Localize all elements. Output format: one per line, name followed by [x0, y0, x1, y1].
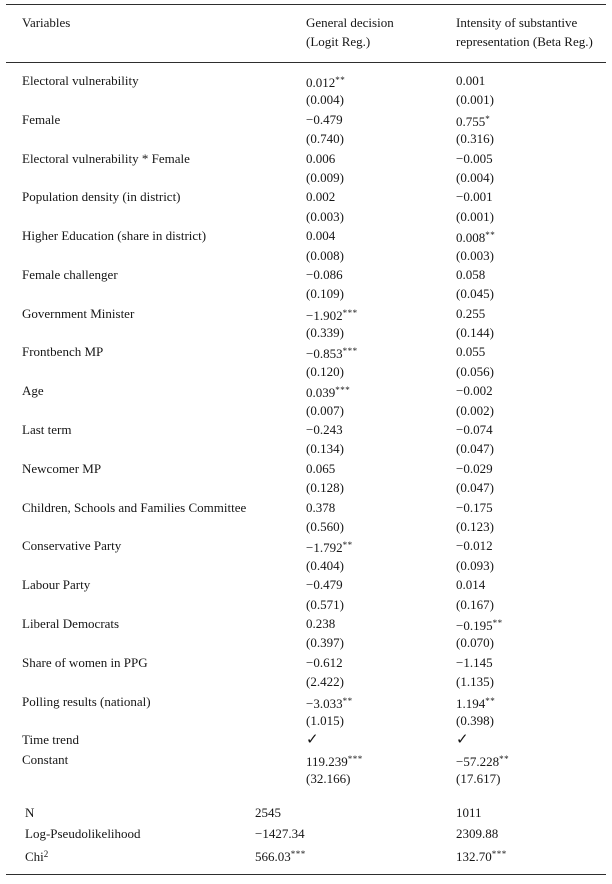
- variable-label: Newcomer MP: [22, 460, 102, 476]
- coefficient-value: −0.029: [456, 460, 493, 476]
- standard-error-line: [6, 517, 606, 536]
- table-row: [6, 459, 606, 498]
- variable-label: Children, Schools and Families Committee: [22, 499, 247, 515]
- coefficient-line: [6, 730, 606, 749]
- table-row: [6, 420, 606, 459]
- stat-value: 132.70***: [456, 849, 507, 865]
- variable-label: Conservative Party: [22, 538, 122, 554]
- table-row: [6, 110, 606, 149]
- coefficient-line: [6, 536, 606, 555]
- coefficient-line: [6, 614, 606, 633]
- table-row: [6, 187, 606, 226]
- significance-stars: **: [342, 695, 353, 706]
- standard-error: (0.001): [456, 208, 494, 224]
- coefficient-line: [6, 653, 606, 672]
- standard-error: (0.003): [306, 208, 344, 224]
- standard-error-line: [6, 246, 606, 265]
- stat-value: −1427.34: [255, 826, 305, 842]
- coefficient-value: 1.194**: [456, 695, 496, 711]
- standard-error: (0.003): [456, 247, 494, 263]
- empty-cell: [6, 168, 306, 187]
- coefficient-line: [6, 575, 606, 594]
- stat-label: Log-Pseudolikelihood: [25, 826, 141, 842]
- empty-cell: [6, 478, 306, 497]
- stat-row: [6, 844, 606, 865]
- coefficient-value: 0.378: [306, 499, 336, 515]
- coefficient-value: −3.033**: [306, 695, 353, 711]
- standard-error: (0.001): [456, 92, 494, 108]
- significance-stars: ***: [342, 307, 358, 318]
- standard-error: (0.167): [456, 596, 494, 612]
- empty-cell: [6, 246, 306, 265]
- standard-error: (0.070): [456, 635, 494, 651]
- empty-cell: [6, 672, 306, 691]
- table-row: [6, 226, 606, 265]
- coefficient-value: −0.853***: [306, 346, 358, 362]
- check-cell: [456, 730, 606, 749]
- significance-stars: **: [342, 540, 353, 551]
- stat-label: Chi$^2$: [25, 849, 49, 865]
- standard-error-line: [6, 711, 606, 730]
- standard-error: (0.560): [306, 518, 344, 534]
- table-body: [6, 63, 606, 788]
- standard-error: (0.144): [456, 325, 494, 341]
- table-row: [6, 342, 606, 381]
- standard-error: (17.617): [456, 771, 501, 787]
- coefficient-value: 0.065: [306, 460, 336, 476]
- empty-cell: [6, 439, 306, 458]
- significance-stars: **: [492, 617, 503, 628]
- table-row: [6, 381, 606, 420]
- significance-stars: ***: [491, 849, 507, 860]
- variable-label: Polling results (national): [22, 693, 151, 709]
- coefficient-value: 0.002: [306, 189, 336, 205]
- coefficient-value: 0.238: [306, 615, 336, 631]
- standard-error: (0.134): [306, 441, 344, 457]
- empty-cell: [6, 556, 306, 575]
- coefficient-value: −1.902***: [306, 307, 358, 323]
- coefficient-value: −0.074: [456, 422, 493, 438]
- coefficient-value: 0.001: [456, 73, 486, 88]
- coefficient-line: [6, 381, 606, 400]
- table-row: [6, 304, 606, 343]
- variable-label: Frontbench MP: [22, 344, 104, 360]
- coefficient-value: −1.145: [456, 654, 493, 670]
- standard-error: (0.128): [306, 480, 344, 496]
- standard-error-line: [6, 90, 606, 109]
- standard-error: (1.135): [456, 674, 494, 690]
- stat-label: N: [25, 805, 35, 821]
- header-variables: Variables: [22, 15, 71, 30]
- variable-label: Constant: [22, 751, 69, 767]
- standard-error-line: [6, 207, 606, 226]
- empty-cell: [6, 90, 306, 109]
- variable-label: Population density (in district): [22, 189, 181, 205]
- superscript: 2: [43, 849, 49, 860]
- standard-error: (0.047): [456, 441, 494, 457]
- table-row: [6, 575, 606, 614]
- coefficient-value: −0.175: [456, 499, 493, 515]
- variable-label: Liberal Democrats: [22, 615, 120, 631]
- stat-row: [6, 823, 606, 844]
- empty-cell: [6, 769, 306, 788]
- significance-stars: ***: [342, 346, 358, 357]
- coefficient-value: −0.001: [456, 189, 493, 205]
- standard-error-line: [6, 439, 606, 458]
- standard-error-line: [6, 284, 606, 303]
- coefficient-line: [6, 304, 606, 323]
- header-intensity: [456, 13, 606, 51]
- significance-stars: **: [485, 230, 496, 241]
- empty-cell: [6, 401, 306, 420]
- table-header: [6, 5, 606, 62]
- significance-stars: ***: [290, 849, 306, 860]
- coefficient-line: [6, 71, 606, 90]
- empty-cell: [6, 323, 306, 342]
- coefficient-line: [6, 226, 606, 245]
- significance-stars: **: [335, 75, 346, 85]
- coefficient-line: [6, 149, 606, 168]
- standard-error: (0.056): [456, 363, 494, 379]
- table-stats: [6, 802, 606, 865]
- standard-error-line: [6, 769, 606, 788]
- standard-error-line: [6, 323, 606, 342]
- coefficient-value: −0.479: [306, 111, 343, 127]
- coefficient-line: [6, 498, 606, 517]
- check-icon: ✓: [306, 732, 319, 749]
- check-icon: ✓: [456, 732, 469, 749]
- significance-stars: ***: [347, 753, 363, 764]
- standard-error: (0.109): [306, 286, 344, 302]
- empty-cell: [6, 129, 306, 148]
- standard-error: (0.008): [306, 247, 344, 263]
- variable-label: Labour Party: [22, 577, 91, 593]
- table-row: [6, 730, 606, 749]
- coefficient-line: [6, 459, 606, 478]
- table-row: [6, 498, 606, 537]
- header-line: Intensity of substantive: [456, 15, 578, 30]
- variable-label: Higher Education (share in district): [22, 228, 207, 244]
- table-row: [6, 149, 606, 188]
- standard-error-line: [6, 168, 606, 187]
- table-row: [6, 692, 606, 731]
- variable-label: Share of women in PPG: [22, 654, 148, 670]
- coefficient-line: [6, 420, 606, 439]
- stat-value: 1011: [456, 805, 482, 821]
- stat-row: [6, 802, 606, 823]
- regression-table: [6, 0, 606, 875]
- coefficient-value: −0.612: [306, 654, 343, 670]
- stat-value: 2545: [255, 805, 281, 821]
- coefficient-value: −0.005: [456, 150, 493, 166]
- table-row: [6, 265, 606, 304]
- standard-error: (0.002): [456, 402, 494, 418]
- standard-error: (0.009): [306, 169, 344, 185]
- table-row: [6, 750, 606, 789]
- standard-error-line: [6, 633, 606, 652]
- standard-error: (0.404): [306, 557, 344, 573]
- variable-label: Female: [22, 111, 61, 127]
- header-line: General decision: [306, 15, 394, 30]
- coefficient-value: 0.014: [456, 577, 486, 593]
- coefficient-value: −0.479: [306, 577, 343, 593]
- significance-stars: ***: [335, 385, 351, 396]
- standard-error: (32.166): [306, 771, 351, 787]
- coefficient-value: 0.004: [306, 228, 336, 244]
- standard-error: (0.123): [456, 518, 494, 534]
- table-bottom-rule: [6, 874, 606, 875]
- standard-error-line: [6, 595, 606, 614]
- standard-error: (0.571): [306, 596, 344, 612]
- standard-error-line: [6, 556, 606, 575]
- coefficient-value: 0.255: [456, 305, 486, 321]
- coefficient-value: −57.228**: [456, 753, 510, 769]
- header-line: (Logit Reg.): [306, 34, 371, 49]
- significance-stars: *: [485, 113, 491, 124]
- header-general-decision: [306, 13, 456, 51]
- coefficient-value: 0.058: [456, 266, 486, 282]
- coefficient-line: [6, 265, 606, 284]
- standard-error-line: [6, 672, 606, 691]
- standard-error: (0.316): [456, 131, 494, 147]
- standard-error: (2.422): [306, 674, 344, 690]
- coefficient-line: [6, 342, 606, 361]
- coefficient-value: −1.792**: [306, 540, 353, 556]
- standard-error-line: [6, 478, 606, 497]
- standard-error: (0.397): [306, 635, 344, 651]
- coefficient-value: 0.008**: [456, 230, 496, 246]
- empty-cell: [6, 207, 306, 226]
- significance-stars: **: [499, 753, 510, 764]
- variable-label: Government Minister: [22, 305, 135, 321]
- coefficient-value: 0.055: [456, 344, 486, 360]
- variable-label: Electoral vulnerability * Female: [22, 150, 190, 166]
- standard-error: (0.004): [456, 169, 494, 185]
- standard-error-line: [6, 362, 606, 381]
- stat-value: 2309.88: [456, 826, 499, 842]
- table-row: [6, 71, 606, 110]
- empty-cell: [6, 284, 306, 303]
- stat-value: 566.03***: [255, 849, 306, 865]
- standard-error: (0.045): [456, 286, 494, 302]
- variable-label: Electoral vulnerability: [22, 73, 139, 88]
- empty-cell: [6, 711, 306, 730]
- header-line: representation (Beta Reg.): [456, 34, 593, 49]
- standard-error: (0.740): [306, 131, 344, 147]
- standard-error: (1.015): [306, 712, 344, 728]
- table-row: [6, 536, 606, 575]
- standard-error: (0.339): [306, 325, 344, 341]
- empty-cell: [6, 362, 306, 381]
- coefficient-value: −0.086: [306, 266, 343, 282]
- standard-error-line: [6, 129, 606, 148]
- variable-label: Age: [22, 383, 44, 399]
- coefficient-value: −0.243: [306, 422, 343, 438]
- significance-stars: **: [485, 695, 496, 706]
- standard-error: (0.120): [306, 363, 344, 379]
- empty-cell: [6, 633, 306, 652]
- coefficient-value: 0.755*: [456, 113, 491, 129]
- coefficient-value: −0.002: [456, 383, 493, 399]
- coefficient-value: −0.012: [456, 538, 493, 554]
- table-row: [6, 614, 606, 653]
- check-cell: [306, 730, 456, 749]
- coefficient-line: [6, 187, 606, 206]
- standard-error: (0.047): [456, 480, 494, 496]
- coefficient-line: [6, 692, 606, 711]
- standard-error-line: [6, 401, 606, 420]
- standard-error: (0.398): [456, 712, 494, 728]
- coefficient-value: 0.039***: [306, 385, 351, 401]
- variable-label: Last term: [22, 422, 72, 438]
- coefficient-value: −0.195**: [456, 617, 503, 633]
- coefficient-line: [6, 750, 606, 769]
- standard-error: (0.093): [456, 557, 494, 573]
- variable-label: Female challenger: [22, 266, 118, 282]
- empty-cell: [6, 595, 306, 614]
- coefficient-line: [6, 110, 606, 129]
- table-row: [6, 653, 606, 692]
- coefficient-value: 0.012**: [306, 75, 346, 90]
- coefficient-value: 0.006: [306, 150, 336, 166]
- standard-error: (0.004): [306, 92, 344, 108]
- coefficient-value: 119.239***: [306, 753, 363, 769]
- variable-label: Time trend: [22, 732, 79, 748]
- standard-error: (0.007): [306, 402, 344, 418]
- empty-cell: [6, 517, 306, 536]
